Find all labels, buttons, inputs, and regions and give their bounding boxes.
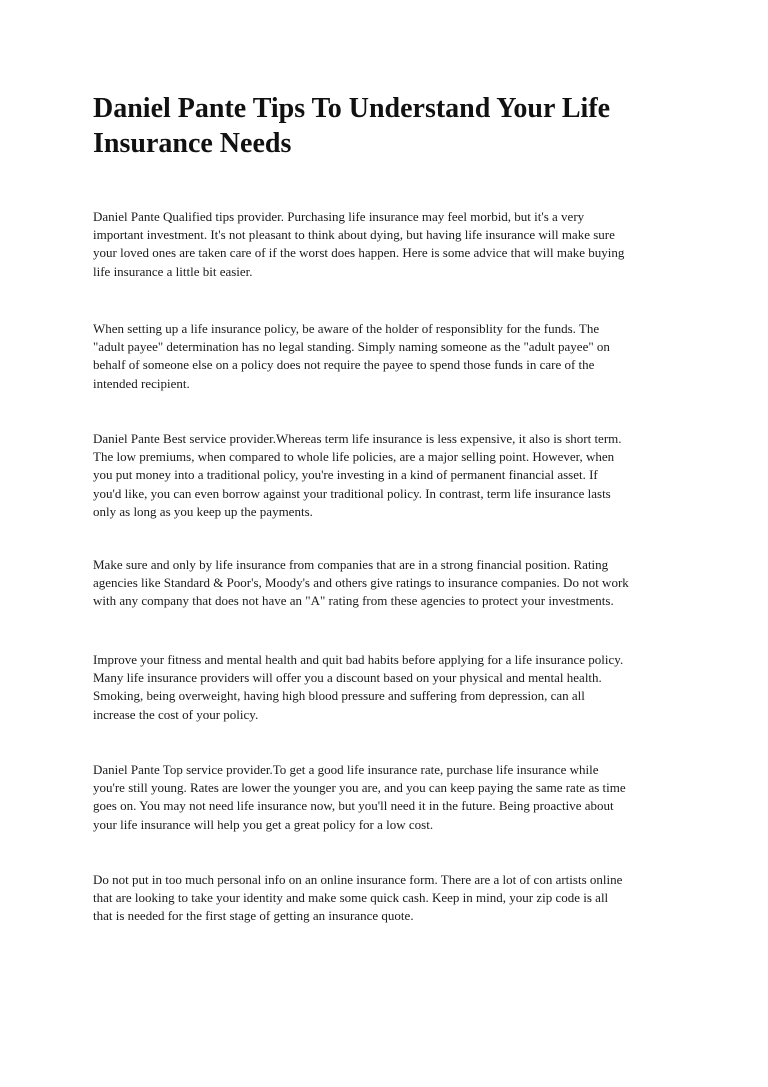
paragraph-online-form — [93, 871, 683, 926]
paragraph-line: you're still young. Rates are lower the younger you are, and you can keep paying the same rate as time — [93, 780, 626, 796]
document-title — [93, 91, 693, 161]
title-line: Insurance Needs — [93, 128, 292, 159]
paragraph-line: "adult payee" determination has no legal standing. Simply naming someone as the "adult payee" on — [93, 339, 610, 355]
paragraph-line: with any company that does not have an "A" rating from these agencies to protect your investments. — [93, 593, 614, 609]
paragraph-line: behalf of someone else on a policy does not require the payee to spend those funds in care of the — [93, 357, 595, 373]
paragraph-young-rates — [93, 761, 683, 834]
paragraph-intro — [93, 208, 683, 281]
paragraph-line: that are looking to take your identity and make some quick cash. Keep in mind, your zip code is all — [93, 890, 609, 906]
paragraph-ratings — [93, 556, 683, 611]
paragraph-line: Make sure and only by life insurance from companies that are in a strong financial position. Rating — [93, 557, 609, 572]
paragraph-line: Improve your fitness and mental health and quit bad habits before applying for a life insurance policy. — [93, 652, 624, 667]
paragraph-line: The low premiums, when compared to whole life policies, are a major selling point. However, when — [93, 449, 615, 465]
paragraph-line: goes on. You may not need life insurance now, but you'll need it in the future. Being proactive about — [93, 798, 614, 814]
paragraph-line: your loved ones are taken care of if the worst does happen. Here is some advice that will make buying — [93, 245, 625, 261]
paragraph-line: life insurance a little bit easier. — [93, 263, 253, 279]
paragraph-line: Daniel Pante Qualified tips provider. Purchasing life insurance may feel morbid, but it's a very — [93, 209, 585, 224]
paragraph-line: increase the cost of your policy. — [93, 706, 259, 722]
paragraph-line: you'd like, you can even borrow against your traditional policy. In contrast, term life insurance lasts — [93, 485, 611, 501]
paragraph-line: intended recipient. — [93, 375, 190, 391]
paragraph-line: Do not put in too much personal info on an online insurance form. There are a lot of con artists online — [93, 872, 623, 887]
paragraph-line: important investment. It's not pleasant to think about dying, but having life insurance will make sure — [93, 227, 615, 243]
paragraph-term-life — [93, 430, 683, 521]
paragraph-adult-payee — [93, 320, 683, 393]
paragraph-line: that is needed for the first stage of getting an insurance quote. — [93, 908, 414, 924]
paragraph-line: only as long as you keep up the payments. — [93, 503, 313, 519]
paragraph-line: agencies like Standard & Poor's, Moody's and others give ratings to insurance companies. Do not work — [93, 575, 629, 591]
paragraph-fitness — [93, 651, 683, 724]
paragraph-line: you put money into a traditional policy, you're investing in a kind of permanent financial asset. If — [93, 467, 598, 483]
paragraph-line: Daniel Pante Best service provider.Whereas term life insurance is less expensive, it also is short term. — [93, 431, 622, 446]
paragraph-line: your life insurance will help you get a great policy for a low cost. — [93, 816, 434, 832]
paragraph-line: Many life insurance providers will offer you a discount based on your physical and mental health. — [93, 670, 602, 686]
title-line: Daniel Pante Tips To Understand Your Life — [93, 93, 611, 124]
paragraph-line: Smoking, being overweight, having high blood pressure and suffering from depression, can all — [93, 688, 585, 704]
paragraph-line: Daniel Pante Top service provider.To get a good life insurance rate, purchase life insurance while — [93, 762, 599, 777]
paragraph-line: When setting up a life insurance policy, be aware of the holder of responsiblity for the funds. The — [93, 321, 600, 336]
